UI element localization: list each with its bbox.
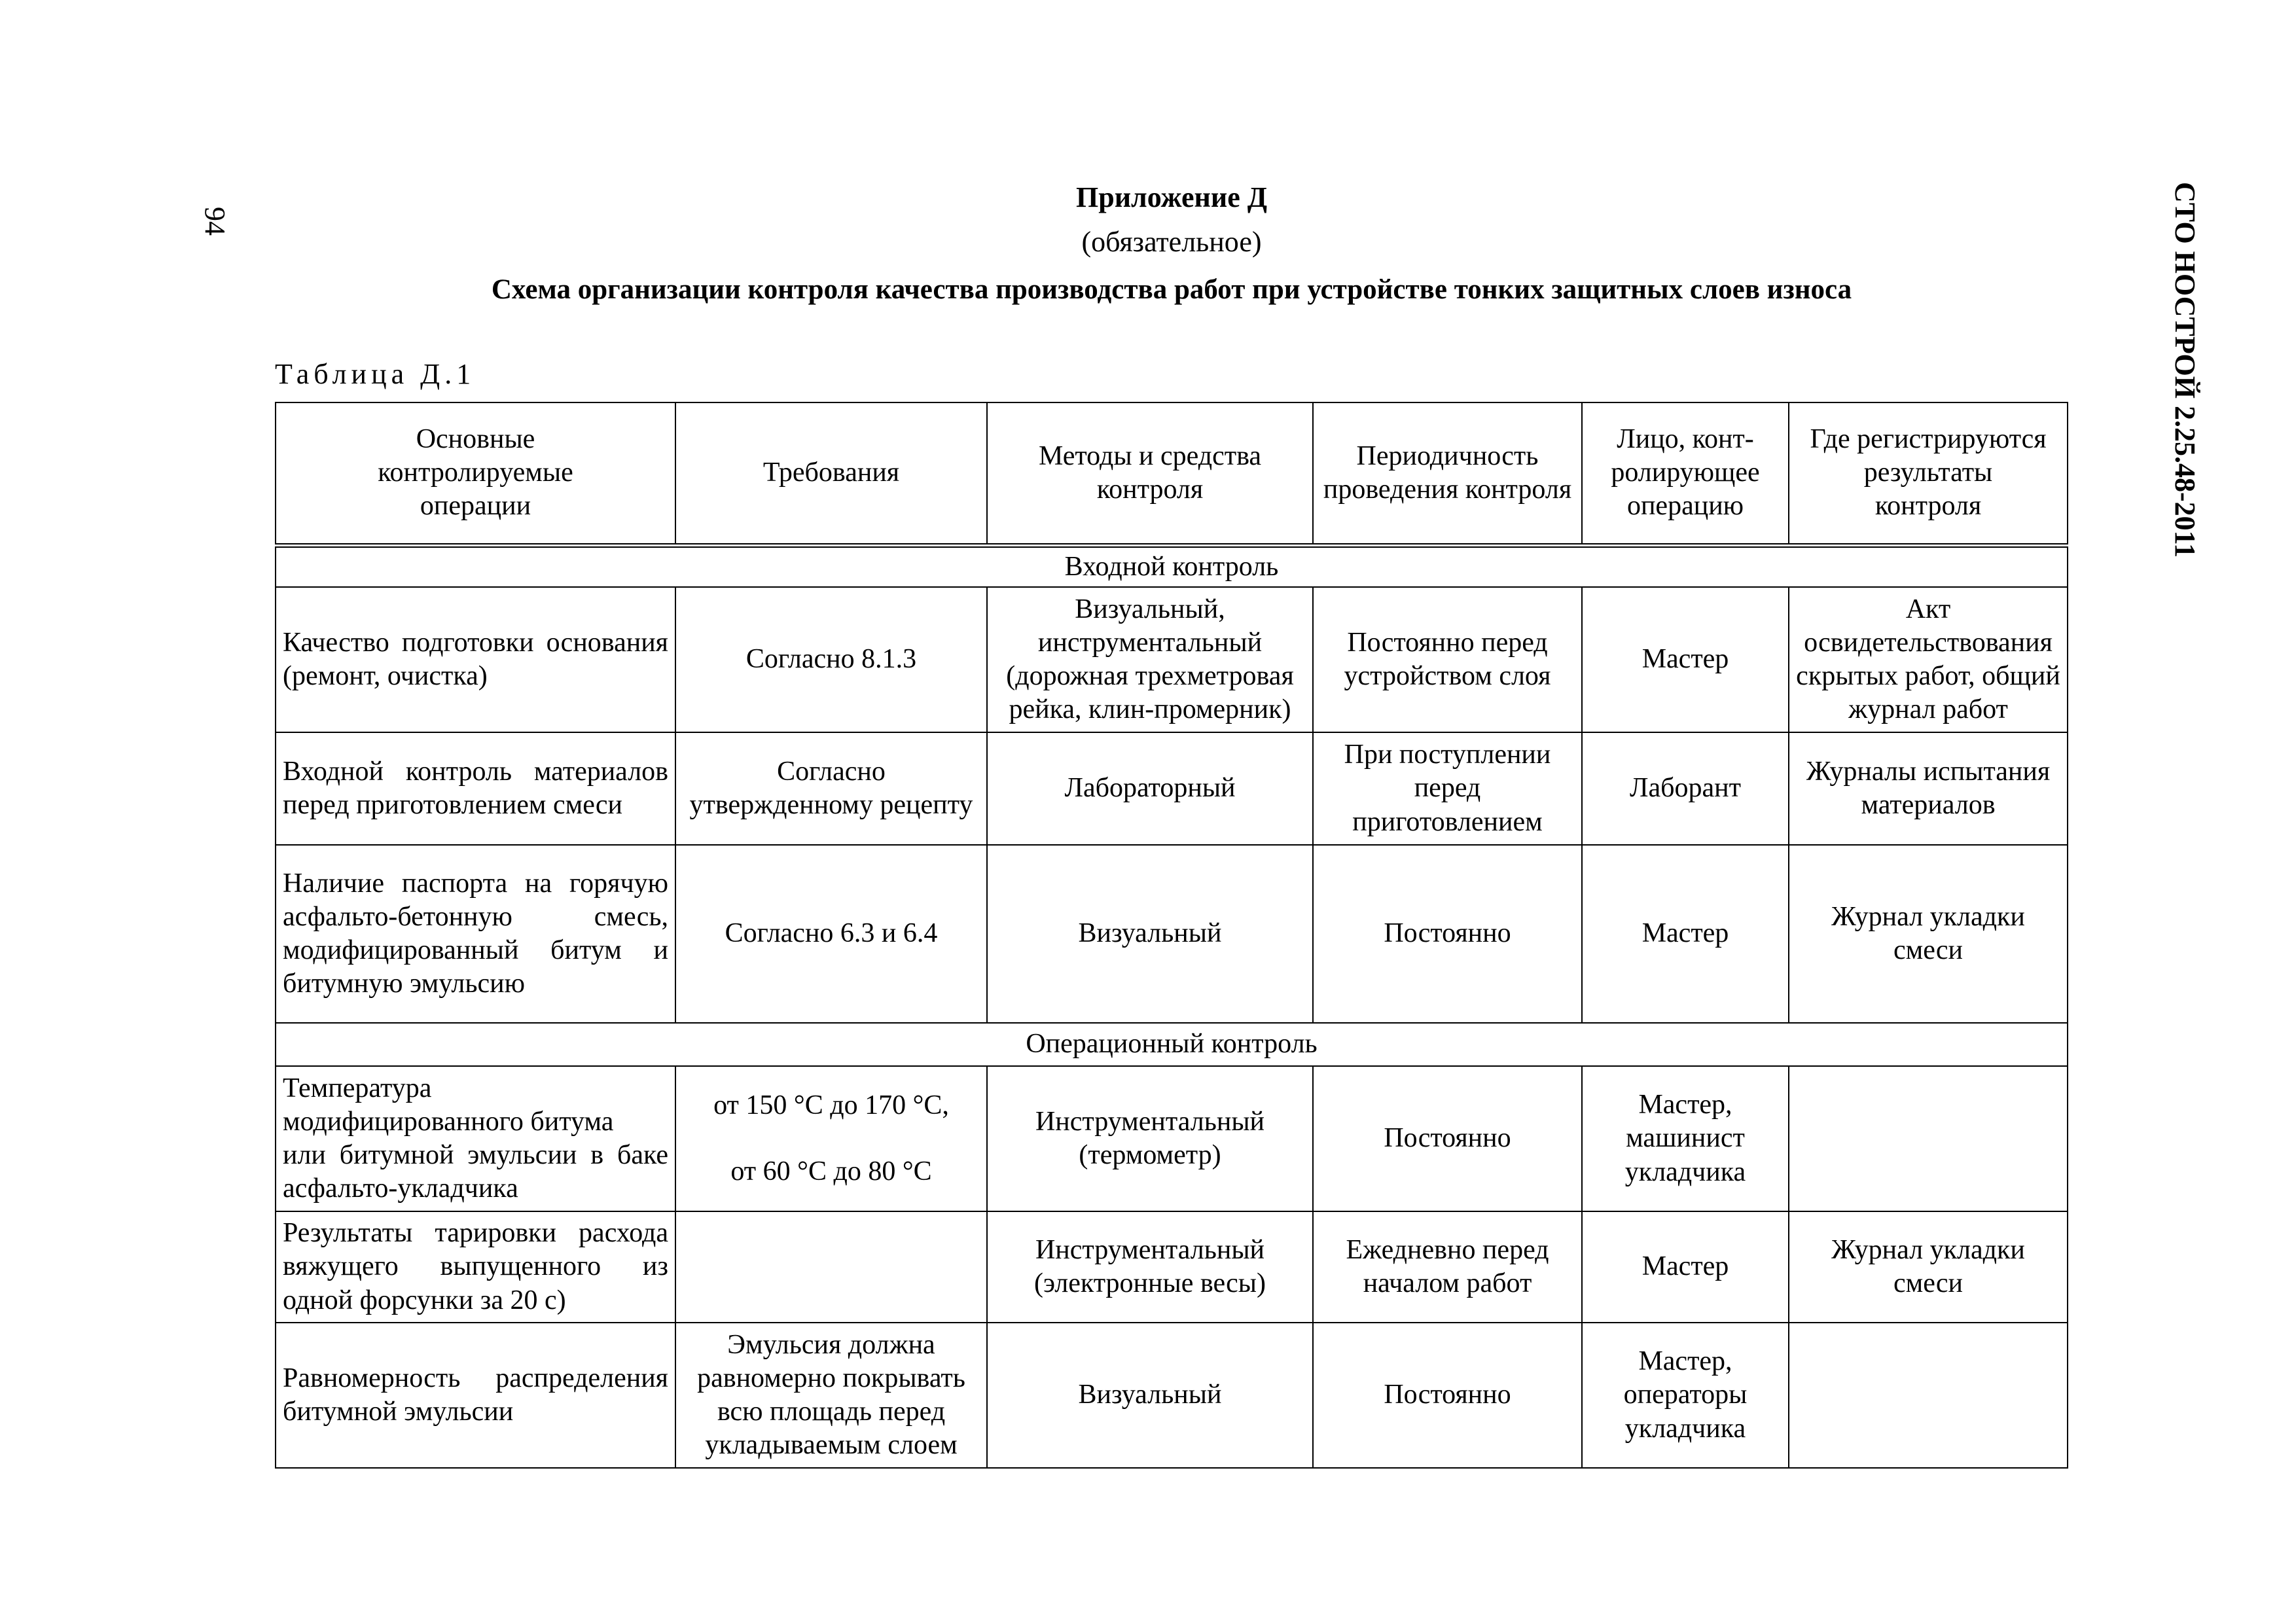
cell-method: Инструментальный (электронные весы) (987, 1211, 1313, 1323)
quality-control-table (275, 402, 2068, 1469)
cell-periodicity: Постоянно (1313, 845, 1582, 1023)
column-header-person: Лицо, конт-ролирующее операцию (1582, 402, 1789, 545)
cell-method: Визуальный, инструментальный (дорожная трехметровая рейка, клин-промерник) (987, 587, 1313, 732)
column-header-operation: Основные контролируемые операции (276, 402, 675, 545)
cell-record (1789, 1323, 2068, 1468)
cell-requirement: Эмульсия должна равномерно покрывать всю площадь перед укладываемым слоем (675, 1323, 987, 1468)
cell-person: Мастер (1582, 587, 1789, 732)
page-number: 94 (199, 207, 231, 236)
table-row (276, 1066, 2068, 1211)
cell-method: Лабораторный (987, 732, 1313, 845)
cell-requirement (675, 1211, 987, 1323)
table-label: Таблица Д.1 (275, 358, 476, 390)
cell-record: Журнал укладки смеси (1789, 1211, 2068, 1323)
cell-requirement: Согласно утвержденному рецепту (675, 732, 987, 845)
cell-periodicity: Постоянно (1313, 1066, 1582, 1211)
cell-record: Журналы испытания материалов (1789, 732, 2068, 845)
table-row (276, 587, 2068, 732)
cell-operation: Результаты тарировки расхода вяжущего выпущенного из одной форсунки за 20 с) (276, 1211, 675, 1323)
appendix-title: Приложение Д (1076, 181, 1267, 213)
cell-person: Мастер (1582, 1211, 1789, 1323)
section-title: Операционный контроль (276, 1023, 2068, 1066)
scheme-title: Схема организации контроля качества производства работ при устройстве тонких защитных слоев износа (491, 274, 1852, 305)
cell-person: Мастер (1582, 845, 1789, 1023)
section-row-operational (276, 1023, 2068, 1066)
cell-record: Журнал укладки смеси (1789, 845, 2068, 1023)
cell-person: Мастер, машинист укладчика (1582, 1066, 1789, 1211)
cell-operation-line: или битумной эмульсии в баке асфальто-укладчика (283, 1140, 668, 1204)
cell-operation: Наличие паспорта на горячую асфальто-бетонную смесь, модифицированный битум и битумную эмульсию (276, 845, 675, 1023)
cell-requirement: Согласно 8.1.3 (675, 587, 987, 732)
table-row (276, 845, 2068, 1023)
cell-operation: Равномерность распределения битумной эмульсии (276, 1323, 675, 1468)
table-header-row (276, 402, 2068, 545)
cell-operation (276, 1066, 675, 1211)
cell-requirement-line: от 150 °С до 170 °С, (713, 1090, 949, 1120)
table-row (276, 1211, 2068, 1323)
cell-periodicity: Ежедневно перед началом работ (1313, 1211, 1582, 1323)
cell-periodicity: Постоянно (1313, 1323, 1582, 1468)
cell-requirement-line: от 60 °С до 80 °С (730, 1156, 932, 1186)
cell-operation: Качество подготовки основания (ремонт, очистка) (276, 587, 675, 732)
column-header-requirements: Требования (675, 402, 987, 545)
column-header-method: Методы и средства контроля (987, 402, 1313, 545)
column-header-periodicity: Периодичность проведения контроля (1313, 402, 1582, 545)
table-row (276, 732, 2068, 845)
cell-operation: Входной контроль материалов перед приготовлением смеси (276, 732, 675, 845)
cell-method: Визуальный (987, 845, 1313, 1023)
cell-record (1789, 1066, 2068, 1211)
cell-requirement: Согласно 6.3 и 6.4 (675, 845, 987, 1023)
section-title: Входной контроль (276, 545, 2068, 587)
section-row-incoming (276, 545, 2068, 587)
cell-person: Мастер, операторы укладчика (1582, 1323, 1789, 1468)
cell-method: Инструментальный (термометр) (987, 1066, 1313, 1211)
cell-operation-line: Температура модифицированного битума (283, 1073, 614, 1137)
cell-record: Акт освидетельствования скрытых работ, общий журнал работ (1789, 587, 2068, 732)
cell-periodicity: При поступлении перед приготовлением (1313, 732, 1582, 845)
cell-person: Лаборант (1582, 732, 1789, 845)
column-header-record: Где регистрируются результаты контроля (1789, 402, 2068, 545)
cell-requirement (675, 1066, 987, 1211)
table-row (276, 1323, 2068, 1468)
cell-method: Визуальный (987, 1323, 1313, 1468)
document-code: СТО НОСТРОЙ 2.25.48-2011 (2169, 182, 2201, 558)
cell-periodicity: Постоянно перед устройством слоя (1313, 587, 1582, 732)
appendix-status: (обязательное) (1081, 226, 1262, 258)
